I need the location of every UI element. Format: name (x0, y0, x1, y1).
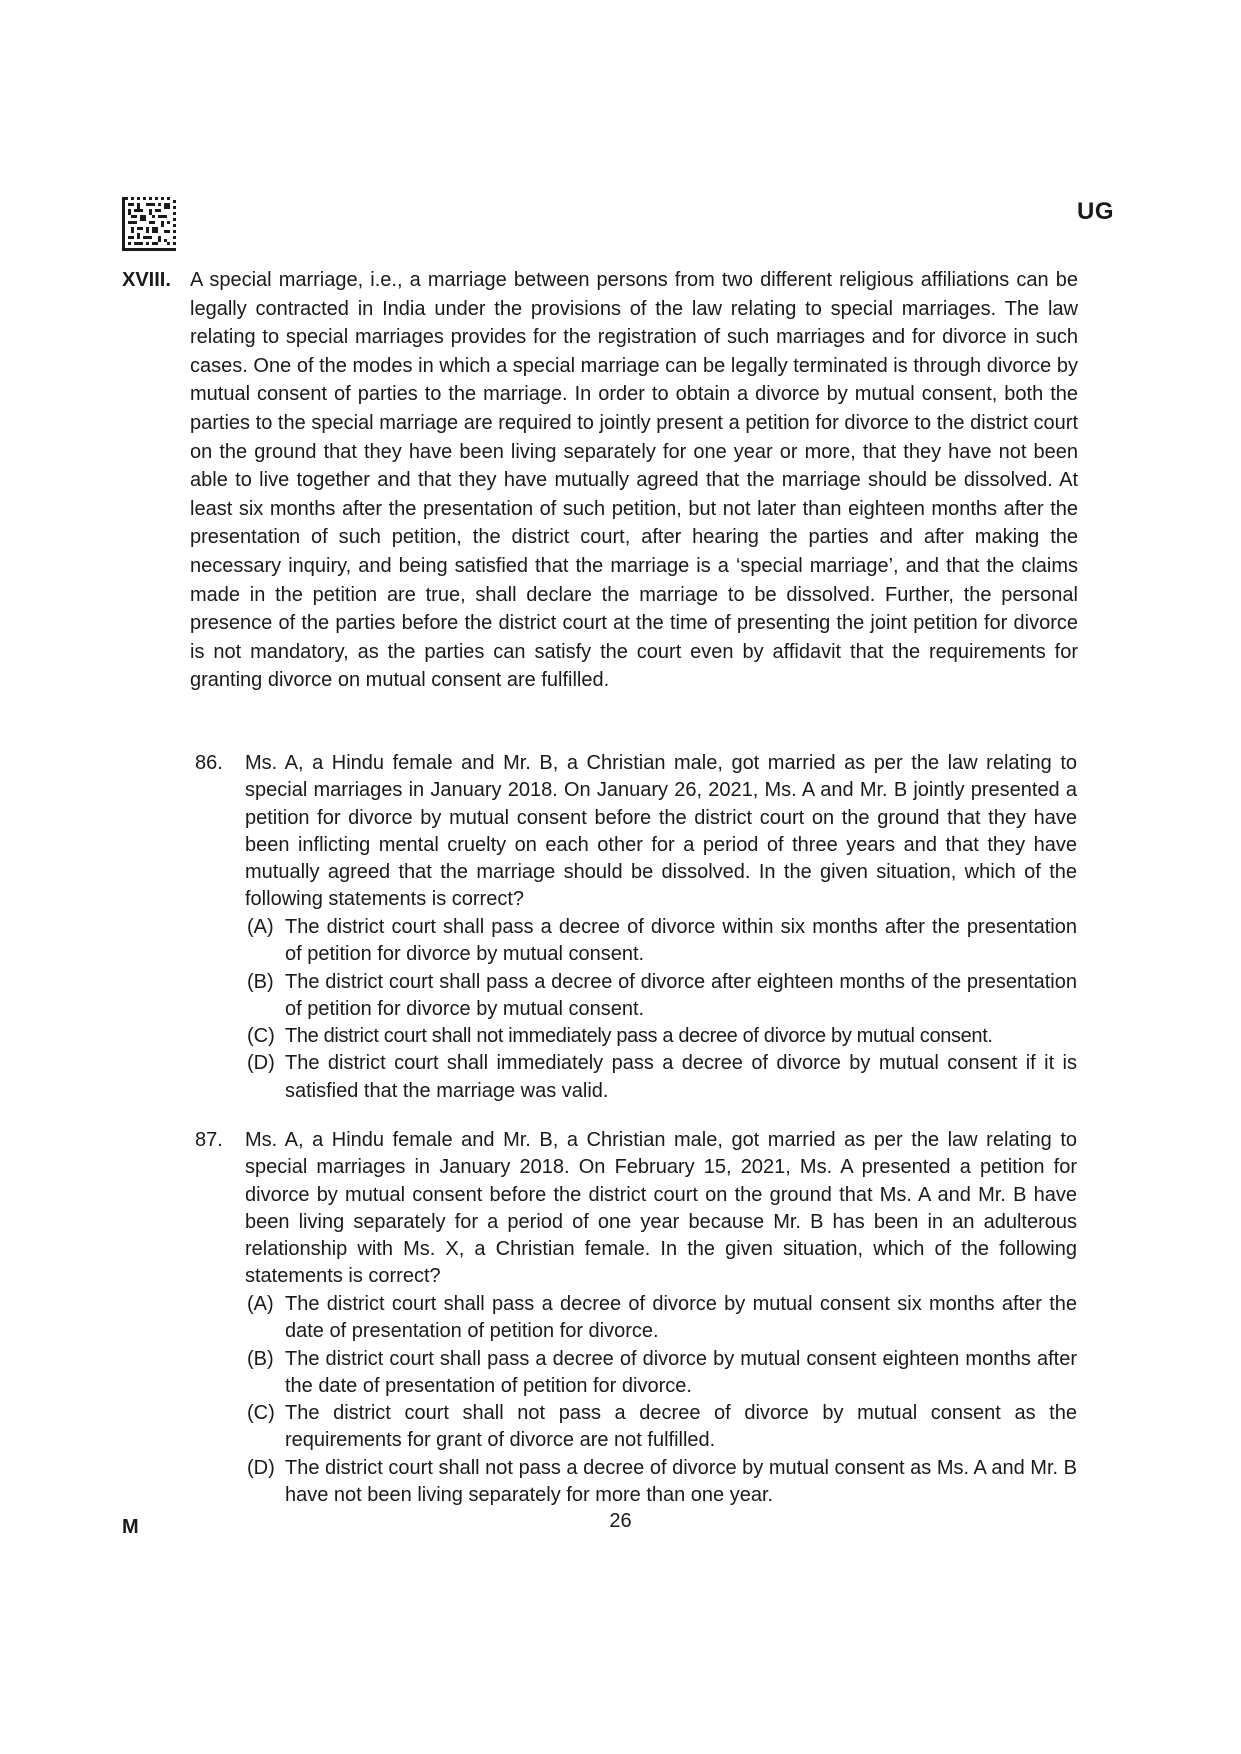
passage-text: A special marriage, i.e., a marriage between persons from two different religious affiliations can be legally contracted in India under the provisions of the law relating to special marriages. The law relating to special marriages provides for the registration of such marriages and for divorce in such cases. One of the modes in which a special marriage can be legally terminated is through divorce by mutual consent of parties to the marriage. In order to obtain a divorce by mutual consent, both the parties to the special marriage are required to jointly present a petition for divorce to the district court on the ground that they have been living separately for one year or more, that they have not been able to live together and that they have mutually agreed that the marriage should be dissolved. At least six months after the presentation of such petition, but not later than eighteen months after the presentation of such petition, the district court, after hearing the parties and after making the necessary inquiry, and being satisfied that the marriage is a ‘special marriage’, and that the claims made in the petition are true, shall declare the marriage to be dissolved. Further, the personal presence of the parties before the district court at the time of presenting the joint petition for divorce is not mandatory, as the parties can satisfy the court even by affidavit that the requirements for granting divorce on mutual consent are fulfilled. (190, 269, 1078, 692)
option-b[interactable] (247, 969, 1077, 1024)
options-list (247, 914, 1077, 1105)
option-text: The district court shall pass a decree of divorce by mutual consent six months after the date of presentation of petition for divorce. (285, 1293, 1077, 1343)
option-label: (C) (247, 1402, 275, 1425)
option-label: (A) (247, 916, 274, 938)
page-number: 26 (609, 1510, 632, 1532)
option-label: (B) (247, 970, 274, 993)
option-text: The district court shall pass a decree of divorce after eighteen months of the presentation of petition for divorce by mutual consent. (285, 970, 1077, 1020)
question-stem: Ms. A, a Hindu female and Mr. B, a Christian male, got married as per the law relating to special marriages in January 2018. On February 15, 2021, Ms. A presented a petition for divorce by mutual consent before the district court on the ground that Ms. A and Mr. B have been living separately for a period of one year because Mr. B has been in an adulterous relationship with Ms. X, a Christian female. In the given situation, which of the following statements is correct? (245, 1129, 1077, 1288)
question-number: 87. (195, 1129, 223, 1151)
option-label: (C) (247, 1025, 275, 1048)
datamatrix-code-icon (122, 197, 176, 251)
option-b[interactable] (247, 1346, 1077, 1401)
option-text: The district court shall immediately pass a decree of divorce by mutual consent if it is satisfied that the marriage was valid. (285, 1052, 1077, 1102)
corner-code: UG (1077, 198, 1114, 225)
option-label: (D) (247, 1052, 275, 1075)
section-number: XVIII. (122, 269, 171, 291)
option-text: The district court shall pass a decree of divorce by mutual consent eighteen months after the date of presentation of petition for divorce. (285, 1347, 1077, 1397)
option-c[interactable] (247, 1400, 1077, 1455)
option-a[interactable] (247, 914, 1077, 969)
option-text: The district court shall pass a decree of divorce within six months after the presentation of petition for divorce by mutual consent. (285, 916, 1077, 966)
series-code: M (122, 1516, 139, 1538)
option-text: The district court shall not pass a decree of divorce by mutual consent as Ms. A and Mr. B have not been living separately for more than one year. (285, 1456, 1077, 1507)
option-text: The district court shall not immediately pass a decree of divorce by mutual consent. (285, 1025, 993, 1048)
options-list (247, 1291, 1077, 1509)
option-c[interactable] (247, 1023, 1077, 1050)
question-number: 86. (195, 752, 223, 774)
question-stem: Ms. A, a Hindu female and Mr. B, a Christian male, got married as per the law relating to special marriages in January 2018. On January 26, 2021, Ms. A and Mr. B jointly presented a petition for divorce by mutual consent before the district court on the ground that they have been inflicting mental cruelty on each other for a period of three years and that they have mutually agreed that the marriage should be dissolved. In the given situation, which of the following statements is correct? (245, 752, 1077, 911)
option-label: (B) (247, 1347, 274, 1370)
option-d[interactable] (247, 1455, 1077, 1510)
option-a[interactable] (247, 1291, 1077, 1346)
option-label: (A) (247, 1293, 274, 1315)
option-text: The district court shall not pass a decree of divorce by mutual consent as the requirements for grant of divorce are not fulfilled. (285, 1402, 1077, 1452)
option-d[interactable] (247, 1050, 1077, 1105)
option-label: (D) (247, 1456, 275, 1479)
